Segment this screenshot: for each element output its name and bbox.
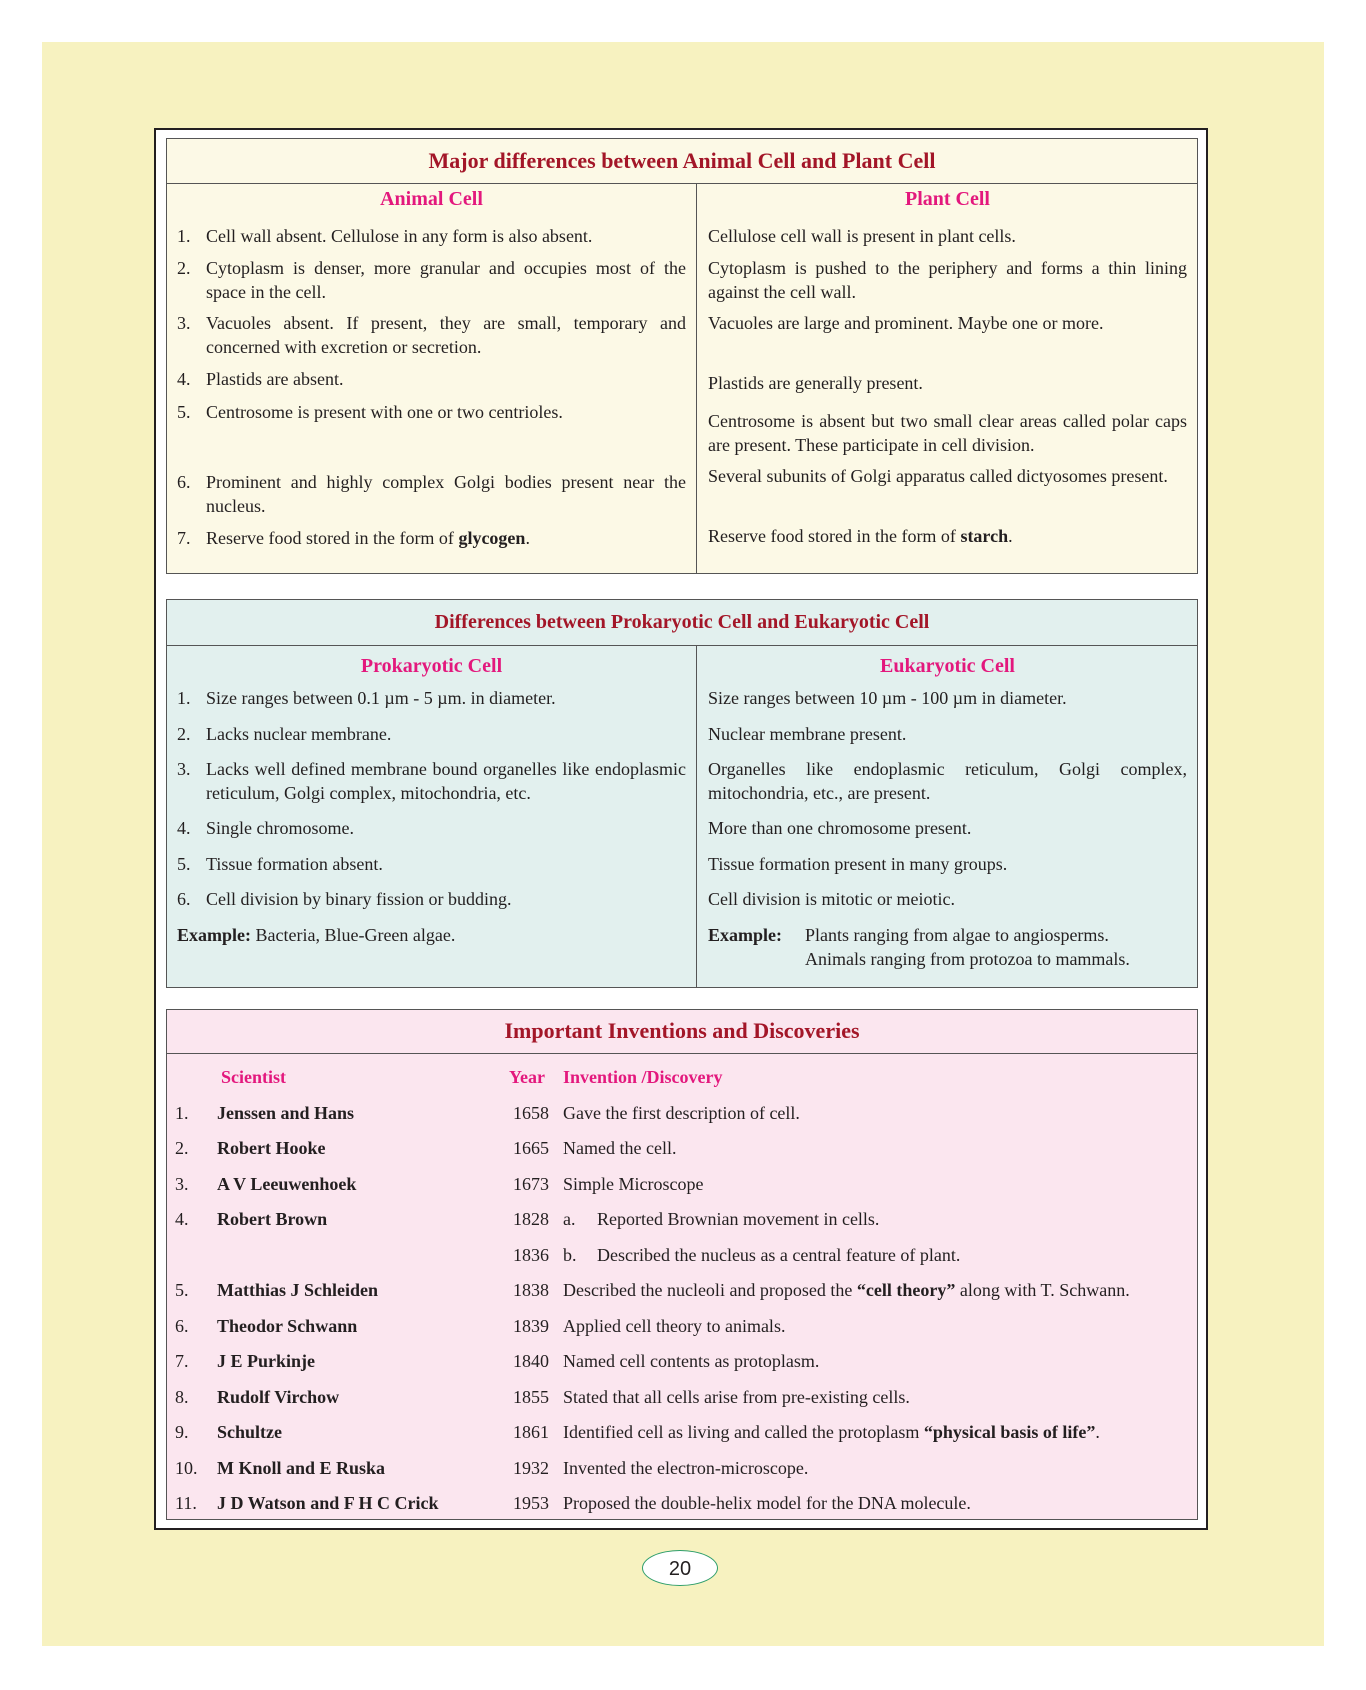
row-text: Nuclear membrane present. bbox=[708, 723, 907, 744]
page-number: 20 bbox=[642, 1550, 718, 1586]
row-number: 6. bbox=[177, 889, 191, 909]
table-row bbox=[167, 1344, 1197, 1380]
table-row bbox=[708, 522, 1187, 552]
table-row bbox=[177, 686, 686, 722]
table-row bbox=[708, 405, 1187, 464]
row-text: Organelles like endoplasmic reticulum, Golgi complex, mitochondria, etc., are present. bbox=[708, 759, 1187, 803]
row-number: 3. bbox=[177, 313, 191, 333]
row-number: 2. bbox=[177, 258, 191, 278]
row-text: Lacks well defined membrane bound organelles like endoplasmic reticulum, Golgi complex, mitochondria, etc. bbox=[206, 759, 686, 803]
starch-term: starch bbox=[960, 526, 1009, 546]
row-number: 7. bbox=[175, 1351, 189, 1371]
table-row bbox=[708, 256, 1187, 311]
discovery-text: Gave the first description of cell. bbox=[563, 1102, 800, 1123]
table-row bbox=[167, 1167, 1197, 1203]
row-number: 3. bbox=[175, 1173, 189, 1194]
year: 1838 bbox=[513, 1280, 549, 1300]
row-number: 1. bbox=[177, 226, 191, 246]
example-label: Example: bbox=[177, 924, 251, 945]
scientist-header: Scientist bbox=[221, 1067, 286, 1087]
inventions-table bbox=[166, 1009, 1198, 1520]
discovery-text: Described the nucleoli and proposed the “cell theory” along with T. Schwann. bbox=[563, 1280, 1130, 1300]
row-number: 4. bbox=[175, 1209, 189, 1229]
table-row bbox=[708, 311, 1187, 369]
row-text: Cell division by binary fission or budding. bbox=[206, 889, 512, 909]
year: 1953 bbox=[513, 1493, 549, 1513]
row-text: Cell wall absent. Cellulose in any form is also absent. bbox=[206, 226, 593, 246]
table-row bbox=[167, 1202, 1197, 1238]
table-row bbox=[167, 1451, 1197, 1487]
column-heading: Eukaryotic Cell bbox=[880, 655, 1015, 677]
animal-cell-column bbox=[167, 184, 697, 574]
table-row bbox=[177, 311, 686, 367]
scientist-name: A V Leeuwenhoek bbox=[217, 1173, 357, 1194]
row-number: 1. bbox=[175, 1102, 189, 1123]
discovery-text: Stated that all cells arise from pre-existing cells. bbox=[563, 1386, 910, 1407]
year: 1839 bbox=[513, 1315, 549, 1336]
row-text: Several subunits of Golgi apparatus called dictyosomes present. bbox=[708, 466, 1168, 486]
table-row bbox=[708, 369, 1187, 405]
scientist-name: Robert Hooke bbox=[217, 1138, 326, 1158]
row-text: Plastids are generally present. bbox=[708, 373, 923, 393]
row-text: Cytoplasm is denser, more granular and occupies most of the space in the cell. bbox=[206, 258, 686, 302]
table-row bbox=[167, 1131, 1197, 1167]
discovery-text: Invented the electron-microscope. bbox=[563, 1457, 809, 1478]
scientist-name: Schultze bbox=[217, 1422, 282, 1442]
year: 1665 bbox=[513, 1138, 549, 1158]
year-header: Year bbox=[509, 1067, 545, 1087]
row-text: Vacuoles are large and prominent. Maybe one or more. bbox=[708, 313, 1104, 333]
inventions-list bbox=[167, 1096, 1197, 1522]
table-title: Important Inventions and Discoveries bbox=[167, 1010, 1197, 1054]
year: 1840 bbox=[513, 1351, 549, 1371]
table-row bbox=[177, 256, 686, 311]
scientist-name: Jenssen and Hans bbox=[217, 1102, 355, 1123]
row-number: 1. bbox=[177, 688, 191, 708]
discovery-text: b. Described the nucleus as a central feature of plant. bbox=[563, 1244, 961, 1265]
discovery-text: Named cell contents as protoplasm. bbox=[563, 1351, 820, 1371]
table-row bbox=[177, 757, 686, 816]
table-row bbox=[177, 887, 686, 923]
table-row bbox=[708, 224, 1187, 256]
row-text: Cytoplasm is pushed to the periphery and forms a thin lining against the cell wall. bbox=[708, 258, 1187, 302]
scientist-name: Matthias J Schleiden bbox=[217, 1280, 379, 1300]
year: 1861 bbox=[513, 1422, 549, 1442]
row-number: 10. bbox=[175, 1457, 198, 1478]
table-row bbox=[167, 1380, 1197, 1416]
table-row bbox=[177, 470, 686, 526]
table-row bbox=[708, 852, 1187, 888]
table-row bbox=[177, 400, 686, 470]
table-row bbox=[177, 722, 686, 758]
plant-cell-column bbox=[697, 184, 1197, 574]
example-row bbox=[708, 923, 1187, 971]
row-text: Cellulose cell wall is present in plant cells. bbox=[708, 226, 1016, 246]
table-title: Major differences between Animal Cell and Plant Cell bbox=[167, 139, 1197, 184]
table-row bbox=[167, 1273, 1197, 1309]
row-number: 5. bbox=[175, 1280, 189, 1300]
row-text: Plastids are absent. bbox=[206, 369, 344, 389]
row-number: 7. bbox=[177, 528, 191, 548]
row-number: 6. bbox=[175, 1315, 189, 1336]
row-number: 5. bbox=[177, 853, 191, 874]
discovery-text: Proposed the double-helix model for the DNA molecule. bbox=[563, 1493, 971, 1513]
example-text: Bacteria, Blue-Green algae. bbox=[255, 924, 456, 945]
year: 1932 bbox=[513, 1457, 549, 1478]
discovery-text: Simple Microscope bbox=[563, 1173, 704, 1194]
year: 1836 bbox=[513, 1244, 549, 1265]
table-row bbox=[177, 367, 686, 400]
discovery-text: Applied cell theory to animals. bbox=[563, 1315, 786, 1336]
column-heading: Prokaryotic Cell bbox=[360, 655, 503, 677]
prokaryotic-column bbox=[167, 646, 697, 988]
table-row bbox=[177, 526, 686, 556]
row-number: 4. bbox=[177, 818, 191, 838]
table-row bbox=[167, 1096, 1197, 1132]
eukaryotic-column bbox=[697, 646, 1197, 988]
scientist-name: Theodor Schwann bbox=[217, 1315, 358, 1336]
row-number: 2. bbox=[175, 1138, 189, 1158]
column-heading: Plant Cell bbox=[905, 188, 990, 210]
discovery-text: a. Reported Brownian movement in cells. bbox=[563, 1209, 880, 1229]
row-text: Reserve food stored in the form of starch. bbox=[708, 526, 1013, 546]
row-number: 3. bbox=[177, 759, 191, 779]
table-row bbox=[167, 1309, 1197, 1345]
table-row bbox=[167, 1238, 1197, 1274]
prokaryotic-eukaryotic-table bbox=[166, 599, 1198, 988]
year: 1828 bbox=[513, 1209, 549, 1229]
table-row bbox=[708, 757, 1187, 816]
row-text: Lacks nuclear membrane. bbox=[206, 723, 392, 744]
row-number: 2. bbox=[177, 723, 191, 744]
row-text: Tissue formation absent. bbox=[206, 853, 383, 874]
scientist-name: Robert Brown bbox=[217, 1209, 328, 1229]
scientist-name: M Knoll and E Ruska bbox=[217, 1457, 386, 1478]
table-row bbox=[177, 852, 686, 888]
table-row bbox=[177, 224, 686, 256]
animal-plant-table bbox=[166, 138, 1198, 574]
table-row bbox=[177, 816, 686, 852]
row-text: Size ranges between 10 µm - 100 µm in diameter. bbox=[708, 688, 1067, 708]
row-text: Tissue formation present in many groups. bbox=[708, 853, 1008, 874]
table-row bbox=[708, 686, 1187, 722]
example-row bbox=[177, 923, 686, 953]
row-text: Vacuoles absent. If present, they are small, temporary and concerned with excretion or secretion. bbox=[206, 313, 686, 357]
discovery-text: Named the cell. bbox=[563, 1138, 677, 1158]
discovery-header: Invention /Discovery bbox=[563, 1067, 723, 1087]
row-number: 11. bbox=[175, 1493, 197, 1513]
row-text: Centrosome is absent but two small clear areas called polar caps are present. These participate in cell division. bbox=[708, 411, 1187, 455]
table-row bbox=[708, 722, 1187, 758]
table-header-row bbox=[167, 1060, 1197, 1096]
year: 1658 bbox=[513, 1102, 549, 1123]
year: 1855 bbox=[513, 1386, 549, 1407]
row-text: Single chromosome. bbox=[206, 818, 354, 838]
table-row bbox=[167, 1486, 1197, 1522]
table-row bbox=[708, 816, 1187, 852]
row-text: Reserve food stored in the form of glycogen. bbox=[206, 528, 530, 548]
scientist-name: J E Purkinje bbox=[217, 1351, 316, 1371]
row-number: 8. bbox=[175, 1386, 189, 1407]
column-heading: Animal Cell bbox=[380, 188, 483, 210]
example-text: Plants ranging from algae to angiosperms. Animals ranging from protozoa to mammals. bbox=[805, 924, 1130, 969]
row-text: More than one chromosome present. bbox=[708, 818, 972, 838]
glycogen-term: glycogen bbox=[458, 528, 526, 548]
discovery-text: Identified cell as living and called the protoplasm “physical basis of life”. bbox=[563, 1422, 1100, 1442]
row-number: 6. bbox=[177, 472, 191, 492]
year: 1673 bbox=[513, 1173, 549, 1194]
table-title: Differences between Prokaryotic Cell and Eukaryotic Cell bbox=[167, 600, 1197, 646]
row-number: 5. bbox=[177, 402, 191, 422]
row-text: Centrosome is present with one or two centrioles. bbox=[206, 402, 563, 422]
table-row bbox=[708, 887, 1187, 923]
row-number: 4. bbox=[177, 369, 191, 389]
row-number: 9. bbox=[175, 1422, 189, 1442]
example-label: Example: bbox=[708, 924, 782, 945]
row-text: Cell division is mitotic or meiotic. bbox=[708, 889, 955, 909]
scientist-name: Rudolf Virchow bbox=[217, 1386, 340, 1407]
table-row bbox=[167, 1415, 1197, 1451]
table-row bbox=[708, 464, 1187, 522]
row-text: Size ranges between 0.1 µm - 5 µm. in diameter. bbox=[206, 688, 556, 708]
scientist-name: J D Watson and F H C Crick bbox=[217, 1493, 439, 1513]
row-text: Prominent and highly complex Golgi bodies present near the nucleus. bbox=[206, 472, 686, 516]
